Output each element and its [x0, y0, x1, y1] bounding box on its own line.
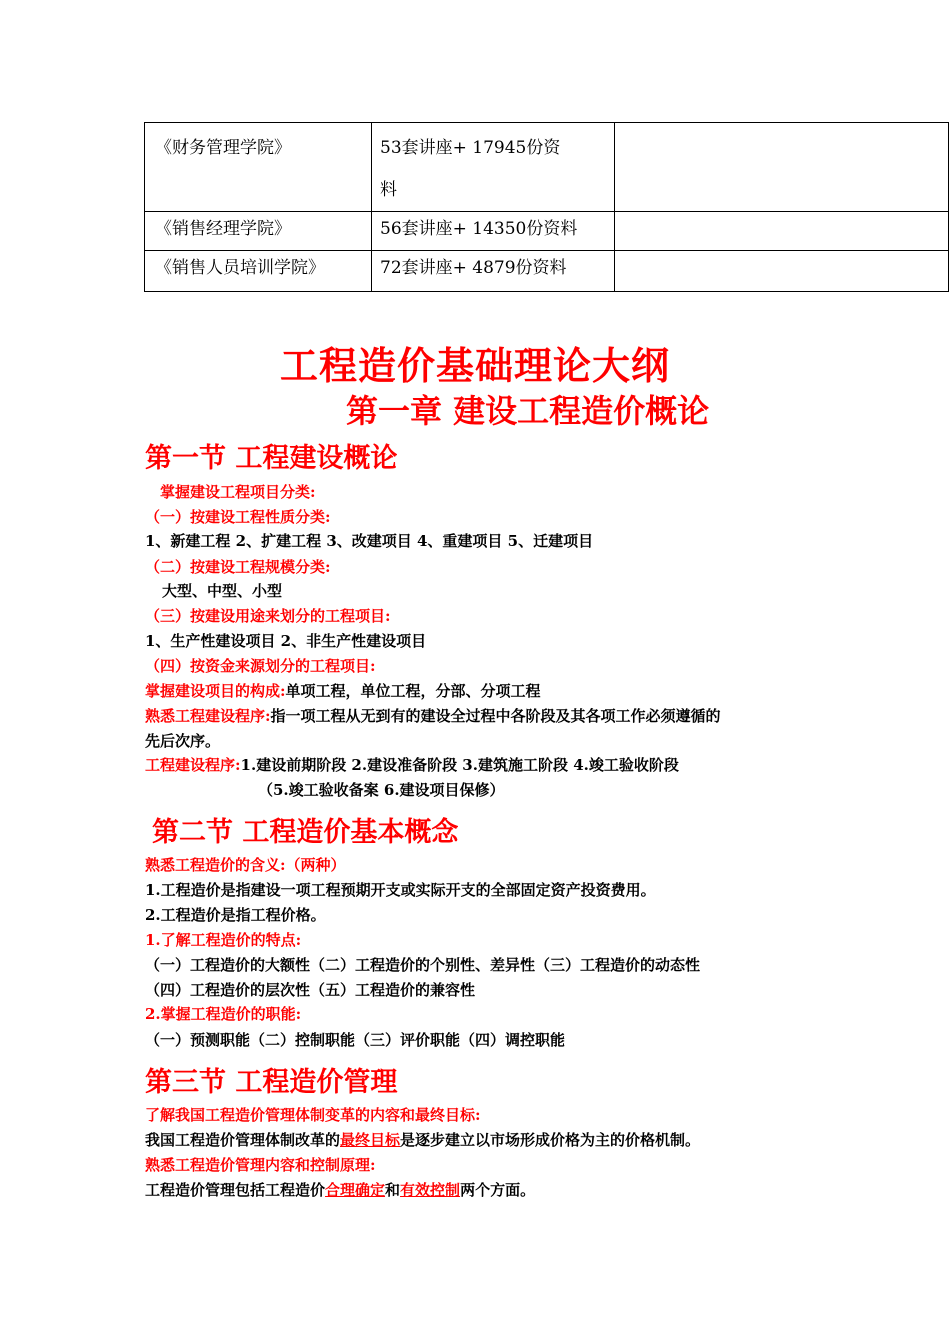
- s2-line-5: （一）工程造价的大额性（二）工程造价的个别性、差异性（三）工程造价的动态性: [145, 956, 701, 974]
- table-cell: [145, 123, 372, 212]
- s1-line-6: （三）按建设用途来划分的工程项目:: [145, 607, 391, 625]
- s1-line-13: （5.竣工验收备案 6.建设项目保修）: [258, 781, 505, 799]
- highlight-final-goal: 最终目标: [340, 1131, 401, 1149]
- highlight-reasonable-determination: 合理确定: [325, 1181, 386, 1199]
- section-heading-3: 第三节 工程造价管理: [145, 1067, 398, 1098]
- s1-line-10-text: 指一项工程从无到有的建设全过程中各阶段及其各项工作必须遵循的: [270, 707, 721, 725]
- s2-line-6: （四）工程造价的层次性（五）工程造价的兼容性: [145, 981, 476, 999]
- s3-line-3: 熟悉工程造价管理内容和控制原理:: [145, 1156, 376, 1174]
- highlight-effective-control: 有效控制: [400, 1181, 461, 1199]
- s1-line-9-label: 掌握建设项目的构成:: [145, 682, 286, 700]
- section-heading-2: 第二节 工程造价基本概念: [152, 817, 459, 848]
- table-row: [145, 123, 949, 212]
- table-cell: [615, 251, 949, 292]
- s3-line-2-a: 我国工程造价管理体制改革的: [145, 1131, 341, 1149]
- table-row: [145, 251, 949, 292]
- s1-line-4: （二）按建设工程规模分类:: [145, 558, 331, 576]
- table-cell: [372, 212, 615, 251]
- s2-line-2: 1.工程造价是指建设一项工程预期开支或实际开支的全部固定资产投资费用。: [145, 881, 656, 899]
- s1-line-10: [145, 705, 721, 726]
- s1-line-3: 1、新建工程 2、扩建工程 3、改建项目 4、重建项目 5、迁建项目: [145, 532, 594, 550]
- s2-line-3: 2.工程造价是指工程价格。: [145, 906, 326, 924]
- s1-line-2: （一）按建设工程性质分类:: [145, 508, 331, 526]
- course-name: 《销售人员培训学院》: [155, 258, 325, 278]
- s3-line-2-b: 是逐步建立以市场形成价格为主的价格机制。: [400, 1131, 701, 1149]
- course-detail: 56套讲座+ 14350份资料: [380, 219, 578, 239]
- table-cell: [145, 212, 372, 251]
- table-cell: [372, 251, 615, 292]
- s2-line-4: 1.了解工程造价的特点:: [145, 931, 302, 949]
- s1-line-9: [145, 680, 541, 701]
- resource-table: [144, 122, 949, 292]
- table-cell: [615, 123, 949, 212]
- s2-line-8: （一）预测职能（二）控制职能（三）评价职能（四）调控职能: [145, 1031, 566, 1049]
- section-heading-1: 第一节 工程建设概论: [145, 443, 398, 474]
- s1-line-9-text: 单项工程，单位工程，分部、分项工程: [285, 682, 541, 700]
- s1-line-11: 先后次序。: [145, 732, 221, 750]
- table-cell: [615, 212, 949, 251]
- s3-line-4-mid: 和: [385, 1181, 401, 1199]
- course-detail: 53套讲座+ 17945份资: [380, 138, 561, 158]
- s1-line-12-text: 1.建设前期阶段 2.建设准备阶段 3.建筑施工阶段 4.竣工验收阶段: [240, 756, 679, 774]
- table-cell: [145, 251, 372, 292]
- s3-line-2: [145, 1129, 700, 1150]
- s2-line-7: 2.掌握工程造价的职能:: [145, 1005, 302, 1023]
- s1-line-5: 大型、中型、小型: [162, 582, 283, 600]
- s1-line-1: 掌握建设工程项目分类:: [160, 483, 316, 501]
- document-title: 工程造价基础理论大纲: [279, 343, 670, 388]
- table-cell: [372, 123, 615, 212]
- s3-line-4: [145, 1179, 535, 1200]
- chapter-heading: 第一章 建设工程造价概论: [346, 392, 710, 430]
- course-name: 《销售经理学院》: [155, 219, 291, 239]
- s3-line-4-b: 两个方面。: [460, 1181, 536, 1199]
- s2-line-1: 熟悉工程造价的含义:（两种）: [145, 856, 346, 874]
- s3-line-4-a: 工程造价管理包括工程造价: [145, 1181, 326, 1199]
- course-name: 《财务管理学院》: [155, 138, 291, 158]
- s1-line-10-label: 熟悉工程建设程序:: [145, 707, 271, 725]
- s1-line-12-label: 工程建设程序:: [145, 756, 241, 774]
- s1-line-12: [145, 754, 679, 775]
- s3-line-1: 了解我国工程造价管理体制变革的内容和最终目标:: [145, 1106, 481, 1124]
- course-detail: 72套讲座+ 4879份资料: [380, 258, 567, 278]
- s1-line-7: 1、生产性建设项目 2、非生产性建设项目: [145, 632, 427, 650]
- course-detail-cont: 料: [380, 180, 397, 200]
- table-row: [145, 212, 949, 251]
- s1-line-8: （四）按资金来源划分的工程项目:: [145, 657, 376, 675]
